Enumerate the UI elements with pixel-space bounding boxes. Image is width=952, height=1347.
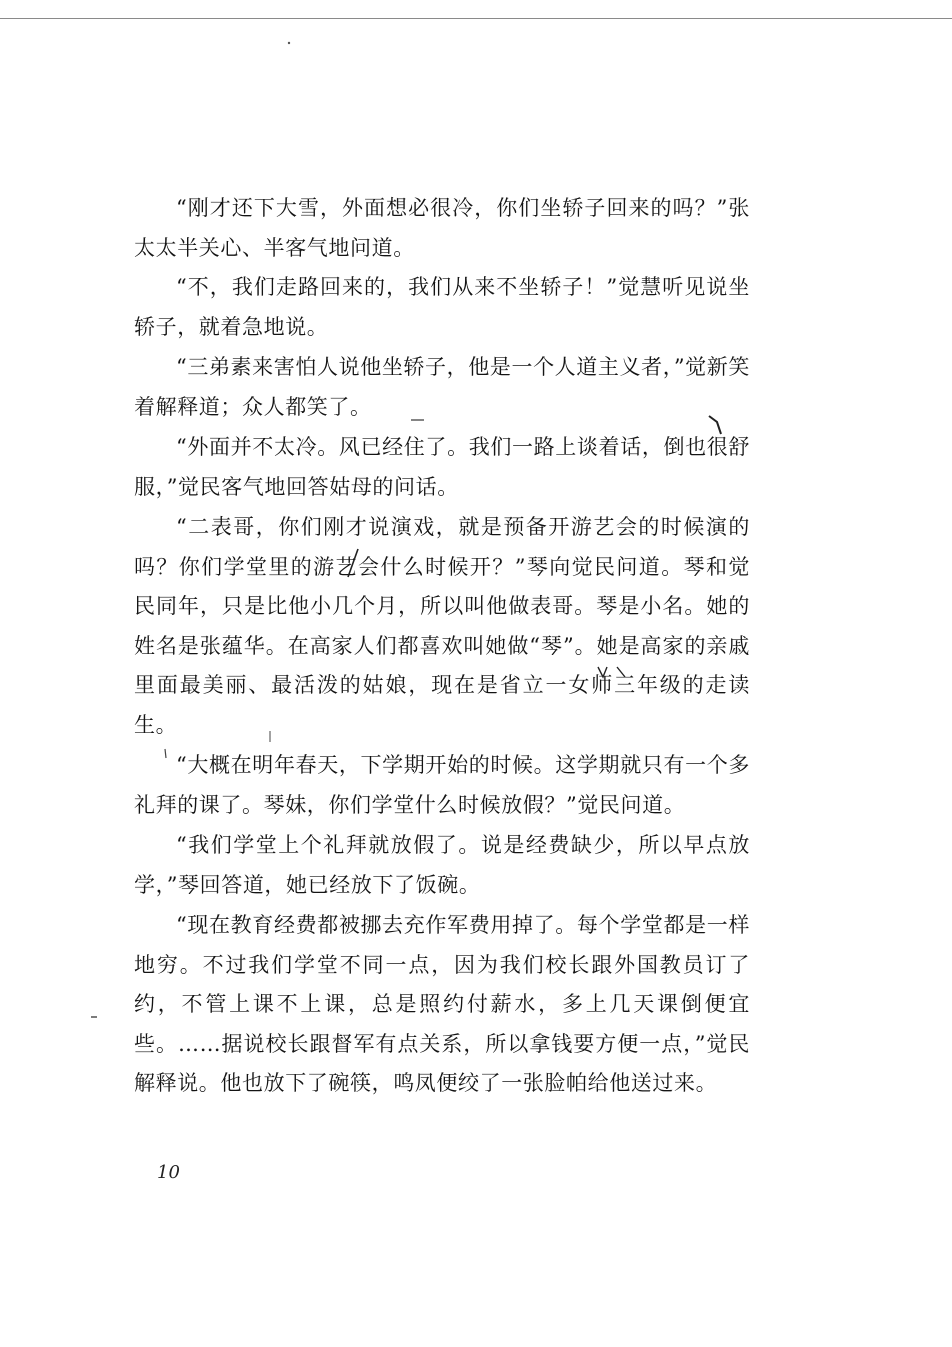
page-number: 10 [157, 1162, 180, 1183]
scan-tick-mark [162, 748, 170, 760]
paragraph-1: “刚才还下大雪，外面想必很冷，你们坐轿子回来的吗？”张太太半关心、半客气地问道。 [134, 196, 750, 260]
scan-speck-mark [286, 40, 292, 46]
handwritten-tick-mark [595, 664, 629, 680]
paragraph-8: “现在教育经费都被挪去充作军费用掉了。每个学堂都是一样地穷。不过我们学堂不同一点，因为我们校长跟外国教员订了约，不管上课不上课，总是照约付薪水，多上几天课倒便宜些。……据说校长跟督军有点关系，所以拿钱要方便一点，”觉民解释说。他也放下了碗筷，鸣凤便绞了一张脸帕给他送过来。 [134, 913, 750, 1096]
scan-stroke-mark [266, 730, 274, 744]
paragraph-5: “二表哥，你们刚才说演戏，就是预备开游艺会的时候演的吗？你们学堂里的游艺会什么时候开？”琴向觉民问道。琴和觉民同年，只是比他小几个月，所以叫他做表哥。琴是小名。她的姓名是张蕴华。在高家人们都喜欢叫她做“琴”。她是高家的亲戚里面最美丽、最活泼的姑娘，现在是省立一女师三年级的走读生。 [134, 515, 750, 737]
handwritten-slash-mark [342, 545, 364, 579]
paragraph-3: “三弟素来害怕人说他坐轿子，他是一个人道主义者，”觉新笑着解释道；众人都笑了。 [134, 355, 750, 419]
underline-mark [410, 410, 426, 424]
paragraph-6: “大概在明年春天，下学期开始的时候。这学期就只有一个多礼拜的课了。琴妹，你们学堂什么时候放假？”觉民问道。 [134, 753, 750, 817]
paragraph-2: “不，我们走路回来的，我们从来不坐轿子！”觉慧听见说坐轿子，就着急地说。 [134, 275, 750, 339]
margin-dash-mark [90, 1014, 98, 1020]
paragraph-7: “我们学堂上个礼拜就放假了。说是经费缺少，所以早点放学，”琴回答道，她已经放下了饭碗。 [134, 833, 750, 897]
paragraph-4: “外面并不太冷。风已经住了。我们一路上谈着话，倒也很舒服，”觉民客气地回答姑母的问话。 [134, 435, 750, 499]
handwritten-check-mark [707, 414, 727, 438]
top-rule [0, 18, 952, 19]
